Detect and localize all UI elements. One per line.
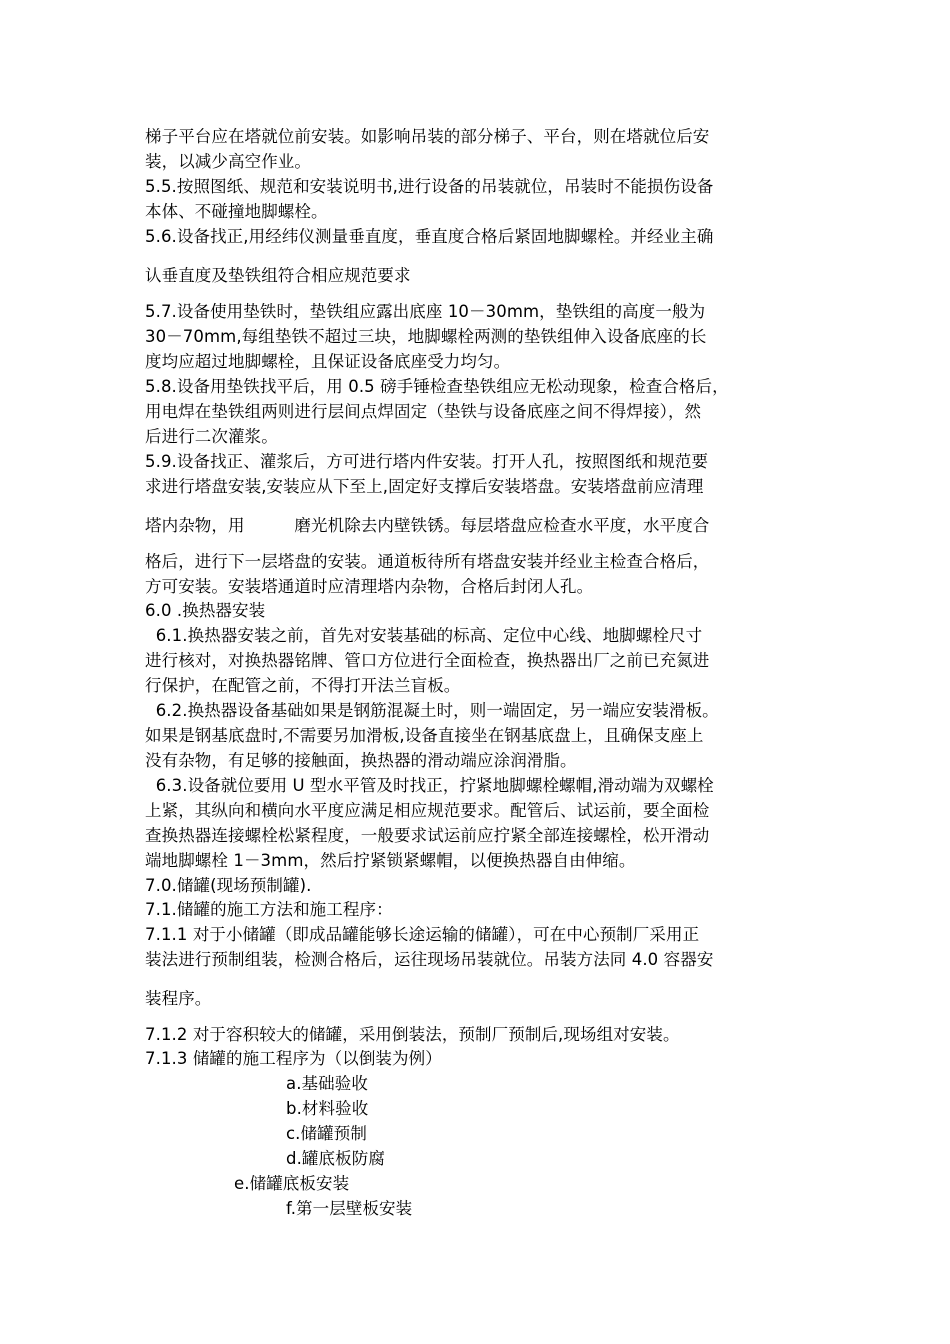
text-line: 认垂直度及垫铁组符合相应规范要求 xyxy=(145,266,411,285)
section-heading: 7.0.储罐(现场预制罐). xyxy=(145,876,312,895)
text-line: 装法进行预制组装，检测合格后，运往现场吊装就位。吊装方法同 4.0 容器安 xyxy=(145,950,714,969)
text-line: 格后，进行下一层塔盘的安装。通道板待所有塔盘安装并经业主检查合格后， xyxy=(145,552,710,571)
text-line: 没有杂物，有足够的接触面，换热器的滑动端应涂润滑脂。 xyxy=(145,751,577,770)
text-line: 5.8.设备用垫铁找平后，用 0.5 磅手锤检查垫铁组应无松动现象，检查合格后， xyxy=(145,377,729,396)
text-line: 30－70mm,每组垫铁不超过三块，地脚螺栓两测的垫铁组伸入设备底座的长 xyxy=(145,327,707,346)
list-item: e.储罐底板安装 xyxy=(234,1174,350,1193)
text-line: 6.3.设备就位要用 U 型水平管及时找正，拧紧地脚螺栓螺帽,滑动端为双螺栓 xyxy=(145,776,714,795)
list-item: a.基础验收 xyxy=(286,1074,368,1093)
text-line: 本体、不碰撞地脚螺栓。 xyxy=(145,202,328,221)
text-line: 方可安装。安装塔通道时应清理塔内杂物，合格后封闭人孔。 xyxy=(145,577,594,596)
text-line: 上紧，其纵向和横向水平度应满足相应规范要求。配管后、试运前，要全面检 xyxy=(145,801,710,820)
text-line: 5.6.设备找正,用经纬仪测量垂直度，垂直度合格后紧固地脚螺栓。并经业主确 xyxy=(145,227,714,246)
text-line: 进行核对，对换热器铭牌、管口方位进行全面检查，换热器出厂之前已充氮进 xyxy=(145,651,710,670)
text-line: 装，以减少高空作业。 xyxy=(145,152,311,171)
text-line: 梯子平台应在塔就位前安装。如影响吊装的部分梯子、平台，则在塔就位后安 xyxy=(145,127,710,146)
text-line: 查换热器连接螺栓松紧程度，一般要求试运前应拧紧全部连接螺栓，松开滑动 xyxy=(145,826,710,845)
text-line: 塔内杂物，用 磨光机除去内壁铁锈。每层塔盘应检查水平度，水平度合 xyxy=(145,516,710,535)
text-line: 度均应超过地脚螺栓，且保证设备底座受力均匀。 xyxy=(145,352,511,371)
text-line: 求进行塔盘安装,安装应从下至上,固定好支撑后安装塔盘。安装塔盘前应清理 xyxy=(145,477,704,496)
text-line: 后进行二次灌浆。 xyxy=(145,427,278,446)
text-line: 5.7.设备使用垫铁时，垫铁组应露出底座 10－30mm，垫铁组的高度一般为 xyxy=(145,302,706,321)
text-line: 6.1.换热器安装之前，首先对安装基础的标高、定位中心线、地脚螺栓尺寸 xyxy=(145,626,703,645)
section-heading: 6.0 .换热器安装 xyxy=(145,601,266,620)
list-item: f.第一层壁板安装 xyxy=(286,1199,413,1218)
text-line: 行保护，在配管之前，不得打开法兰盲板。 xyxy=(145,676,461,695)
text-line: 用电焊在垫铁组两则进行层间点焊固定（垫铁与设备底座之间不得焊接），然 xyxy=(145,402,702,421)
text-line: 端地脚螺栓 1－3mm，然后拧紧锁紧螺帽，以便换热器自由伸缩。 xyxy=(145,851,636,870)
text-line: 装程序。 xyxy=(145,989,212,1008)
text-line: 如果是钢基底盘时,不需要另加滑板,设备直接坐在钢基底盘上，且确保支座上 xyxy=(145,726,704,745)
list-item: c.储罐预制 xyxy=(286,1124,367,1143)
list-item: b.材料验收 xyxy=(286,1099,369,1118)
text-line: 7.1.储罐的施工方法和施工程序： xyxy=(145,900,393,919)
text-line: 7.1.1 对于小储罐（即成品罐能够长途运输的储罐），可在中心预制厂采用正 xyxy=(145,925,700,944)
text-line: 7.1.3 储罐的施工程序为（以倒装为例） xyxy=(145,1049,442,1068)
text-line: 7.1.2 对于容积较大的储罐，采用倒装法，预制厂预制后,现场组对安装。 xyxy=(145,1025,680,1044)
list-item: d.罐底板防腐 xyxy=(286,1149,385,1168)
text-line: 5.9.设备找正、灌浆后，方可进行塔内件安装。打开人孔，按照图纸和规范要 xyxy=(145,452,709,471)
text-line: 6.2.换热器设备基础如果是钢筋混凝土时，则一端固定，另一端应安装滑板。 xyxy=(145,701,719,720)
text-line: 5.5.按照图纸、规范和安装说明书,进行设备的吊装就位，吊装时不能损伤设备 xyxy=(145,177,714,196)
